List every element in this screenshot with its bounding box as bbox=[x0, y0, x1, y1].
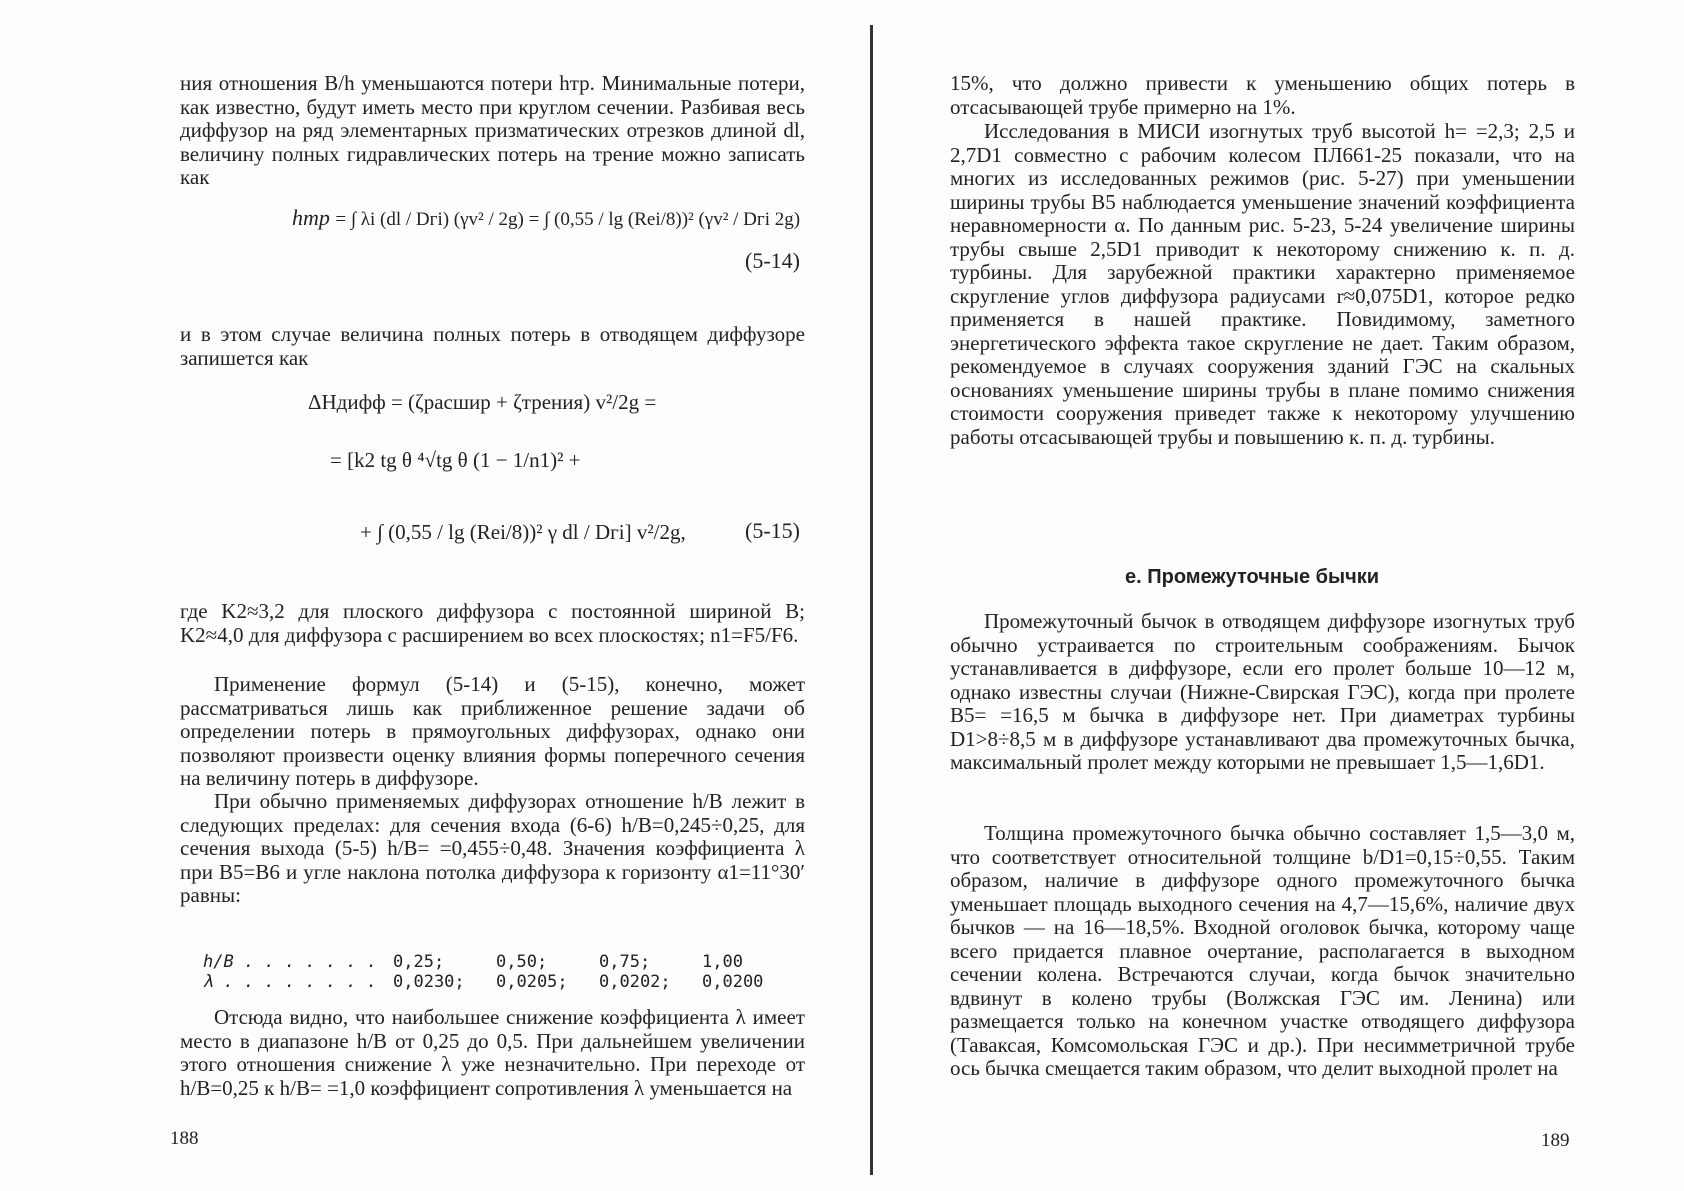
page-number-right: 189 bbox=[1541, 1130, 1570, 1151]
right-paragraph-2: Исследования в МИСИ изогнутых труб высотой h= =2,3; 2,5 и 2,7D1 совместно с рабочим колесом ПЛ661-25 показали, что на многих из исследованных режимов (рис. 5-27) при уменьшении ширины трубы B5 наблюдается уменьшение значений коэффициента неравномерности α. По данным рис. 5-23, 5-24 увеличение ширины трубы свыше 2,5D1 приводит к некоторому снижению к. п. д. турбины. Для зарубежной практики характерно применяемое скругление углов диффузора радиусами r≈0,075D1, которое редко применяется в нашей практике. Повидимому, заметного энергетического эффекта такое скругление не дает. Таким образом, рекомендуемое в случаях сооружения зданий ГЭС на скальных основаниях уменьшение ширины трубы в плане помимо снижения стоимости сооружения приведет также к некоторому улучшению работы отсасывающей трубы и повышению к. п. д. турбины. bbox=[950, 119, 1575, 449]
table-row: λ . . . . . . . . 0,0230; 0,0205; 0,0202; 0,0200 bbox=[203, 972, 764, 992]
right-paragraph-3: Промежуточный бычок в отводящем диффузоре изогнутых труб обычно устраивается по строительным соображениям. Бычок устанавливается в диффузоре, если его пролет больше 10—12 м, однако известны случаи (Нижне-Свирская ГЭС), когда при пролете B5= =16,5 м бычка в диффузоре нет. При диаметрах турбины D1>8÷8,5 м в диффузоре устанавливают два промежуточных бычка, максимальный пролет между которыми не превышает 1,5—1,6D1. bbox=[950, 609, 1575, 774]
right-paragraph-1: 15%, что должно привести к уменьшению общих потерь в отсасывающей трубе примерно на 1%. bbox=[950, 71, 1575, 119]
left-paragraph-1: ния отношения B/h уменьшаются потери hтр. Минимальные потери, как известно, будут иметь место при круглом сечении. Разбивая весь диффузор на ряд элементарных призматических отрезков длиной dl, величину полных гидравлических потерь на трение можно записать как bbox=[180, 71, 805, 189]
left-paragraph-2: и в этом случае величина полных потерь в отводящем диффузоре запишется как bbox=[180, 322, 805, 370]
equation-5-15-line-3: + ∫ (0,55 / lg (Rei/8))² γ dl / Dгi] v²/2g, bbox=[360, 520, 686, 544]
equation-number-5-15: (5-15) bbox=[745, 518, 800, 543]
left-paragraph-5: При обычно применяемых диффузорах отношение h/B лежит в следующих пределах: для сечения входа (6-6) h/B=0,245÷0,25, для сечения выхода (5-5) h/B= =0,455÷0,48. Значения коэффициента λ при B5=B6 и угле наклона потолка диффузора к горизонту α1=11°30′ равны: bbox=[180, 789, 805, 907]
left-paragraph-4: Применение формул (5-14) и (5-15), конечно, может рассматриваться лишь как приближенное решение задачи об определении потерь в прямоугольных диффузорах, однако они позволяют произвести оценку влияния формы поперечного сечения на величину потерь в диффузоре. bbox=[180, 672, 805, 790]
equation-5-14: hтр = ∫ λi (dl / Dгi) (γv² / 2g) = ∫ (0,55 / lg (Rei/8))² (γv² / Dгi 2g) bbox=[292, 205, 801, 230]
page-number-left: 188 bbox=[170, 1128, 199, 1149]
right-page bbox=[873, 0, 1684, 1191]
equation-5-15-line-2: = [k2 tg θ ⁴√tg θ (1 − 1/n1)² + bbox=[330, 448, 581, 472]
equation-number-5-14: (5-14) bbox=[745, 248, 800, 273]
left-paragraph-6: Отсюда видно, что наибольшее снижение коэффициента λ имеет место в диапазоне h/B от 0,25 до 0,5. При дальнейшем увеличении этого отношения снижение λ уже незначительно. При переходе от h/B=0,25 к h/B= =1,0 коэффициент сопротивления λ уменьшается на bbox=[180, 1005, 805, 1100]
table-row: h/B . . . . . . . 0,25; 0,50; 0,75; 1,00 bbox=[203, 952, 743, 972]
equation-5-15-line-1: ΔHдифф = (ζрасшир + ζтрения) v²/2g = bbox=[308, 390, 657, 414]
right-paragraph-4: Толщина промежуточного бычка обычно составляет 1,5—3,0 м, что соответствует относительной толщине b/D1=0,15÷0,55. Таким образом, наличие в диффузоре одного промежуточного бычка уменьшает площадь выходного сечения на 4,7—15,6%, наличие двух бычков — на 16—18,5%. Входной оголовок бычка, которому чаще всего придается плавное очертание, располагается в выходном сечении колена. Встречаются случаи, когда бычок значительно вдвинут в колено трубы (Волжская ГЭС им. Ленина) или размещается только на конечном участке отводящего диффузора (Таваксая, Комсомольская ГЭС и др.). При несимметричной трубе ось бычка смещается таким образом, что делит выходной пролет на bbox=[950, 821, 1575, 1080]
section-heading: е. Промежуточные бычки bbox=[1125, 566, 1380, 588]
left-paragraph-3: где K2≈3,2 для плоского диффузора с постоянной шириной B; K2≈4,0 для диффузора с расширением во всех плоскостях; n1=F5/F6. bbox=[180, 599, 805, 647]
lambda-table bbox=[203, 952, 805, 992]
